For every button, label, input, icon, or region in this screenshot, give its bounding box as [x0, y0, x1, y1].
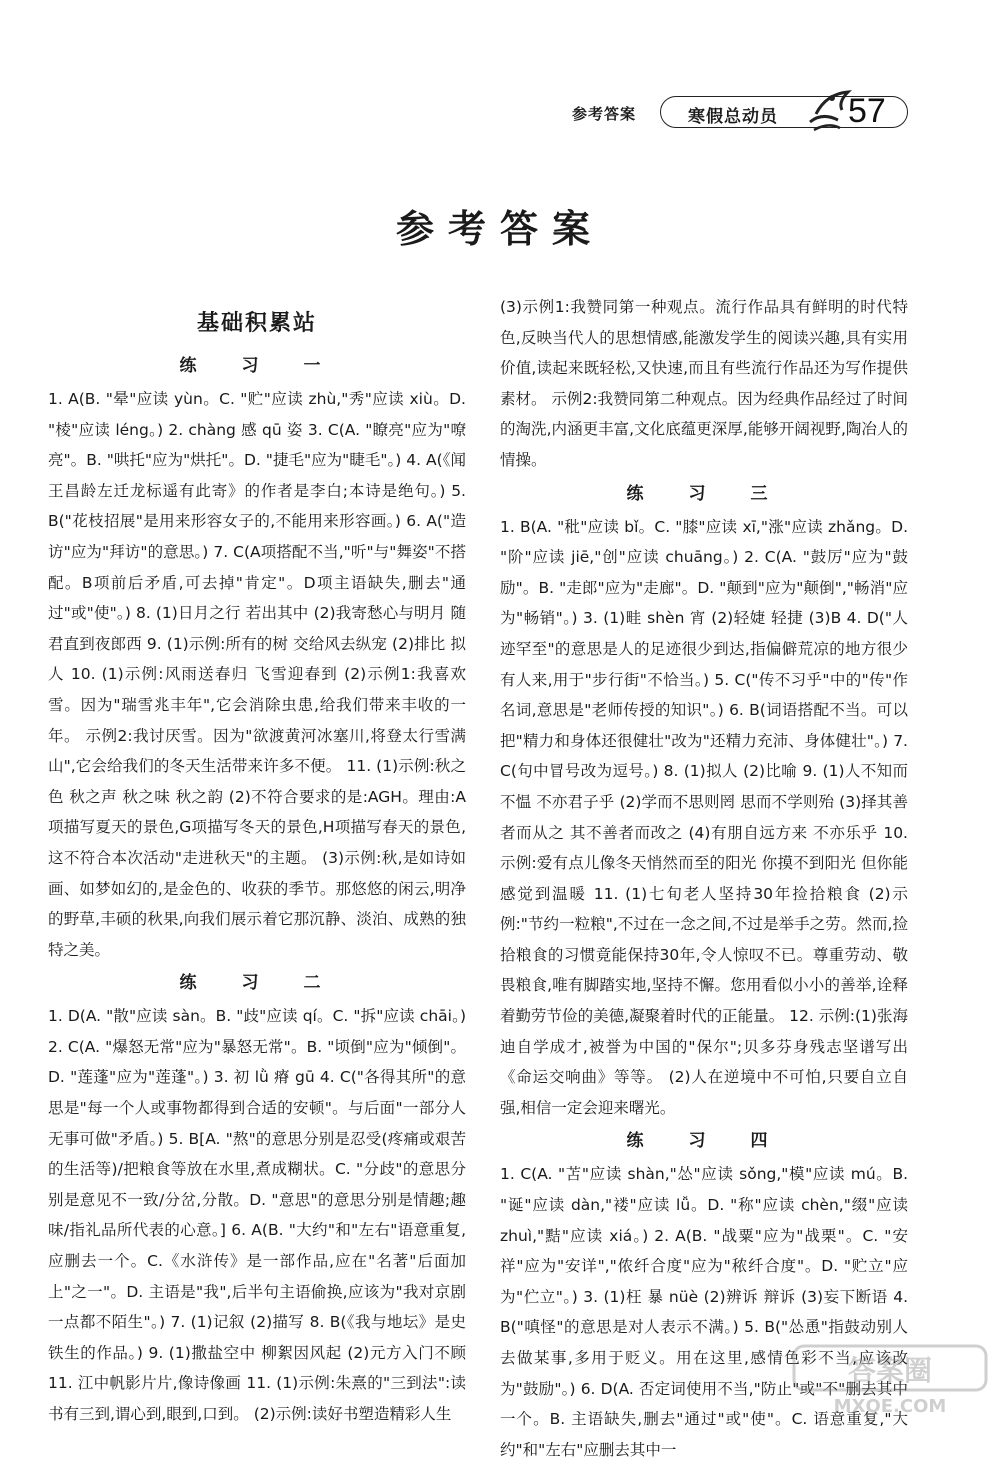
exercise-4-answers: 1. C(A. "苫"应读 shàn,"怂"应读 sǒng,"模"应读 mú。B. "诞"应读 dàn,"褛"应读 lǚ。D. "称"应读 chèn,"缀"应读 zhuì,"黠"应读 xiá。) 2. A(B. "战粟"应为"战栗"。C. "安祥"应为"安详","侬纤合度"应为"秾纤合度"。D. "贮立"应为"伫立"。) 3. (1)枉 暴 nüè (2)辨诉 辩诉 (3)妄下断语 4. B("嗔怪"的意思是对人表示不满。) 5. B("怂恿"指鼓动别人去做某事,多用于贬义。用在这里,感情色彩不当,应该改为"鼓励"。) 6. D(A. 否定词使用不当,"防止"或"不"删去其中一个。B. 主语缺失,删去"通过"或"使"。C. 语意重复,"大约"和"左右"应删去其中一: [500, 1165, 908, 1459]
exercise-4-title: 练 习 四: [626, 1131, 782, 1152]
header-subtitle: 寒假总动员: [688, 107, 778, 127]
exercise-2-title: 练 习 二: [179, 973, 335, 994]
exercise-3-title: 练 习 三: [626, 483, 782, 504]
exercise-2-continued: (3)示例1:我赞同第一种观点。流行作品具有鲜明的时代特色,反映当代人的思想情感,能激发学生的阅读兴趣,具有实用价值,读起来既轻松,又快速,而且有些流行作品还为写作提供素材。 示例2:我赞同第二种观点。因为经典作品经过了时间的淘洗,内涵更丰富,文化底蕴更深厚,能够开阔视野,陶冶人的情操。: [500, 298, 908, 469]
section-title: 基础积累站: [196, 311, 317, 336]
exercise-1-title: 练 习 一: [179, 356, 335, 376]
page-number: 57: [848, 92, 886, 130]
left-column: [48, 292, 466, 1430]
right-column: [500, 292, 908, 1465]
exercise-3-answers: 1. B(A. "秕"应读 bǐ。C. "膝"应读 xī,"涨"应读 zhǎng。D. "阶"应读 jiē,"创"应读 chuāng。) 2. C(A. "鼓厉"应为"鼓励"。B. "走郎"应为"走廊"。D. "颠到"应为"颠倒","畅消"应为"畅销"。) 3. (1)畦 shèn 宵 (2)轻婕 轻捷 (3)B 4. D("人迹罕至"的意思是人的足迹很少到达,指偏僻荒凉的地方很少有人来,用于"步行街"不恰当。) 5. C("传不习乎"中的"传"作名词,意思是"老师传授的知识"。) 6. B(词语搭配不当。可以把"精力和身体还很健壮"改为"还精力充沛、身体健壮"。) 7. C(句中冒号改为逗号。) 8. (1)拟人 (2)比喻 9. (1)人不知而不愠 不亦君子乎 (2)学而不思则罔 思而不学则殆 (3)择其善者而从之 其不善者而改之 (4)有朋自远方来 不亦乐乎 10. 示例:爱有点儿像冬天悄然而至的阳光 你摸不到阳光 但你能感觉到温暖 11. (1)七旬老人坚持30年捡拾粮食 (2)示例:"节约一粒粮",不过在一念之间,不过是举手之劳。然而,捡拾粮食的习惯竟能保持30年,令人惊叹不已。尊重劳动、敬畏粮食,唯有脚踏实地,坚持不懈。您用看似小小的善举,诠释着勤劳节俭的美德,凝聚着时代的正能量。 12. 示例:(1)张海迪自学成才,被誉为中国的"保尔";贝多芬身残志坚谱写出《命运交响曲》等等。 (2)人在逆境中不可怕,只要自立自强,相信一定会迎来曙光。: [500, 517, 908, 1117]
exercise-1-answers: 1. A(B. "晕"应读 yùn。C. "贮"应读 zhù,"秀"应读 xiù。D. "棱"应读 léng。) 2. chàng 感 qū 姿 3. C(A. "瞭亮"应为"嘹亮"。B. "哄托"应为"烘托"。D. "捷毛"应为"睫毛"。) 4. A(《闻王昌龄左迁龙标遥有此寄》的作者是李白;本诗是绝句。) 5. B("花枝招展"是用来形容女子的,不能用来形容画。) 6. A("造访"应为"拜访"的意思。) 7. C(A项搭配不当,"听"与"舞姿"不搭配。B项前后矛盾,可去掉"肯定"。D项主语缺失,删去"通过"或"使"。) 8. (1)日月之行 若出其中 (2)我寄愁心与明月 随君直到夜郎西 9. (1)示例:所有的树 交给风去纵宠 (2)排比 拟人 10. (1)示例:风雨送春归 飞雪迎春到 (2)示例1:我喜欢雪。因为"瑞雪兆丰年",它会消除虫患,给我们带来丰收的一年。 示例2:我讨厌雪。因为"欲渡黄河冰塞川,将登太行雪满山",它会给我们的冬天生活带来许多不便。 11. (1)示例:秋之色 秋之声 秋之味 秋之韵 (2)不符合要求的是:AGH。理由:A项描写夏天的景色,G项描写冬天的景色,H项描写春天的景色,这不符合本次活动"走进秋天"的主题。 (3)示例:秋,是如诗如画、如梦如幻的,是金色的、收获的季节。那悠悠的闲云,明净的野草,丰硕的秋果,向我们展示着它那沉静、淡泊、成熟的独特之美。: [48, 390, 466, 959]
svg-text:答案圈: 答案圈: [847, 1354, 933, 1387]
page-title: 参考答案: [395, 206, 604, 251]
exercise-2-answers: 1. D(A. "散"应读 sàn。B. "歧"应读 qí。C. "拆"应读 chāi。) 2. C(A. "爆怒无常"应为"暴怒无常"。B. "顷倒"应为"倾倒"。D. "莲蓬"应为"莲蓬"。) 3. 初 lǜ 瘠 gū 4. C("各得其所"的意思是"每一个人或事物都得到合适的安顿"。与后面"一部分人无事可做"矛盾。) 5. B[A. "熬"的意思分别是忍受(疼痛或艰苦的生活等)/把粮食等放在水里,煮成糊状。C. "分歧"的意思分别是意见不一致/分岔,分散。D. "意思"的意思分别是情趣;趣味/指礼品所代表的心意。] 6. A(B. "大约"和"左右"语意重复,应删去一个。C.《水浒传》是一部作品,应在"名著"后面加上"之一"。D. 主语是"我",后半句主语偷换,应该为"我对京剧一点都不陌生"。) 7. (1)记叙 (2)描写 8. B(《我与地坛》是史铁生的作品。) 9. (1)撒盐空中 柳絮因风起 (2)元方入门不顾 11. 江中帆影片片,像诗像画 11. (1)示例:朱熹的"三到法":读书有三到,谓心到,眼到,口到。 (2)示例:读好书塑造精彩人生: [48, 1007, 466, 1423]
svg-text:MXQE.COM: MXQE.COM: [833, 1396, 947, 1417]
watermark-logo: [790, 1342, 990, 1418]
header-label: 参考答案: [572, 105, 637, 123]
